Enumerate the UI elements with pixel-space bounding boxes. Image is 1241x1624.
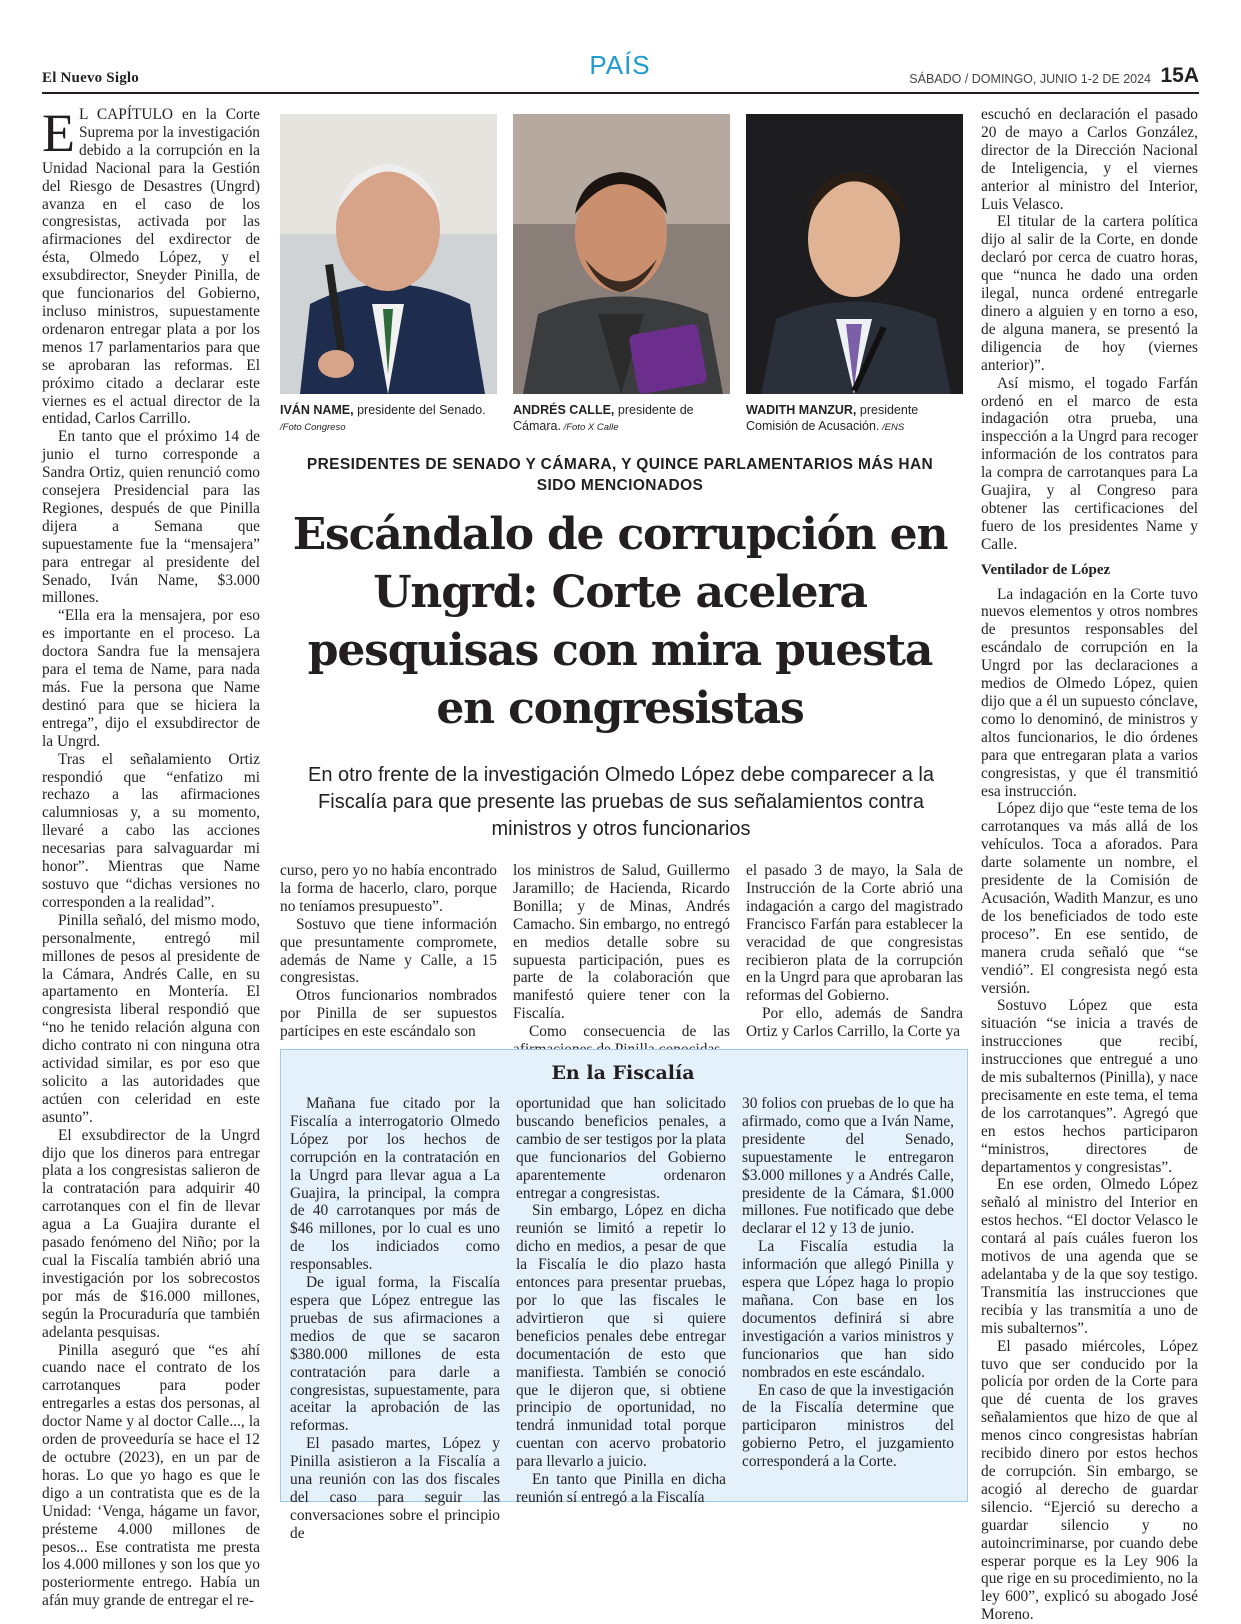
body-paragraph: La indagación en la Corte tuvo nuevos elementos y otros nombres de presuntos responsables del escándalo de corrupción en la Ungrd por las declaraciones a medios de Olmedo López, quien dijo que a él un supuesto cónclave, como lo denominó, de ministros y altos funcionarios, le dio órdenes para que entregaran plata a varios congresistas, y que él transmitió esa instrucción. xyxy=(981,585,1198,800)
body-paragraph: Otros funcionarios nombrados por Pinilla de ser supuestos partícipes en este escándalo son xyxy=(280,987,497,1041)
portrait-illustration xyxy=(746,114,963,394)
photo-credit: /Foto Congreso xyxy=(280,422,346,433)
photo-caption: ANDRÉS CALLE, presidente de Cámara. /Foto X Calle xyxy=(513,403,694,433)
body-paragraph: En tanto que Pinilla en dicha reunión sí entregó a la Fiscalía xyxy=(516,1471,726,1506)
body-paragraph: El titular de la cartera política dijo al salir de la Corte, en donde declaró por cerca de cuatro horas, que “nunca he dado una orden ilegal, nunca ordené entregarle dinero a alguien y en torno a eso, de alguna manera, se presentó la diligencia de hoy (viernes anterior)”. xyxy=(981,213,1198,374)
sidebar-column-2 xyxy=(516,1095,726,1506)
body-paragraph: El pasado miércoles, López tuvo que ser conducido por la policía por orden de la Corte para que dé cuenta de los graves señalamientos que hizo de que al menos cinco congresistas habrían recibido dinero por estos hechos de corrupción. Sin embargo, se acogió al derecho de guardar silencio. “Ejerció su derecho a guardar silencio y no autoincriminarse, por cuando debe esperar porque es la Ley 906 la que rige en su procedimiento, no la ley 600”, explicó su abogado José Moreno. xyxy=(981,1337,1198,1624)
masthead: El Nuevo Siglo xyxy=(42,70,139,86)
body-paragraph: 30 folios con pruebas de lo que ha afirmado, como que a Iván Name, presidente del Senado, supuestamente le entregaron $3.000 millones y a Andrés Calle, presidente de la Cámara, $1.000 millones. Fue notificado que debe declarar el 12 y 13 de junio. xyxy=(742,1095,954,1238)
body-paragraph: Mañana fue citado por la Fiscalía a interrogatorio Olmedo López por los hechos de corrupción en la contratación en la Ungrd para llevar agua a La Guajira, la principal, la compra de 40 carrotanques por más de $46 millones, por lo cual es uno de los indiciados como responsables. xyxy=(290,1095,500,1274)
headline: Escándalo de corrupción en Ungrd: Corte acelera pesquisas con mira puesta en congresistas xyxy=(292,509,948,734)
body-paragraph: El pasado martes, López y Pinilla asistieron a la Fiscalía a una reunión con las dos fiscales del caso para seguir las conversaciones sobre el principio de xyxy=(290,1435,500,1542)
body-paragraph: En caso de que la investigación de la Fiscalía determine que participaron ministros del gobierno Petro, el juzgamiento corresponderá a la Corte. xyxy=(742,1381,954,1471)
photo-credit: /ENS xyxy=(879,422,905,433)
body-paragraph: Tras el señalamiento Ortiz respondió que “enfatizo mi rechazo a las afirmaciones calumniosas y, a su momento, llevaré a cabo las acciones necesarias para salvaguardar mi honor”. Mientras que Name sostuvo que “dichas versiones no corresponden a la realidad”. xyxy=(42,750,260,911)
body-paragraph: los ministros de Salud, Guillermo Jaramillo; de Hacienda, Ricardo Bonilla; y de Minas, Andrés Camacho. Sin embargo, no entregó en medios detalle sobre su supuesta participación, pues es parte de la colaboración que manifestó quiere tener con la Fiscalía. xyxy=(513,862,730,1023)
header-rule xyxy=(42,92,1199,94)
body-paragraph: escuchó en declaración el pasado 20 de mayo a Carlos González, director de la Dirección Nacional de Inteligencia, y el viernes anterior al ministro del Interior, Luis Velasco. xyxy=(981,106,1198,213)
body-paragraph: Como consecuencia de las xyxy=(529,1023,730,1041)
photo-caption: WADITH MANZUR, presidente Comisión de Acusación. /ENS xyxy=(746,403,919,433)
body-paragraph: La Fiscalía estudia la información que allegó Pinilla y espera que López haga lo propio mañana. Con base en los documentos definirá si abre investigación a varios ministros y funcionarios que han sido nombrados en este escándalo. xyxy=(742,1238,954,1381)
photo-credit: /Foto X Calle xyxy=(560,422,619,433)
body-paragraph: el pasado 3 de mayo, la Sala de Instrucción de la Corte abrió una indagación a cargo del magistrado Francisco Farfán para establecer la veracidad de que congresistas recibieron plata de la corrupción en la Ungrd para que aprobaran las reformas del Gobierno. xyxy=(746,862,963,1005)
body-paragraph: Sostuvo López que esta situación “se inicia a través de instrucciones que recibí, instrucciones que entregué a uno de mis subalternos (Pinilla), y nace precisamente en este tema, el tema de los carrotanques”. Agregó que en estos hechos participaron “ministros, directores de departamentos y congresistas”. xyxy=(981,997,1198,1176)
section-title: PAÍS xyxy=(589,50,651,80)
sidebar-column-3 xyxy=(742,1095,954,1495)
right-column xyxy=(981,106,1198,1624)
body-paragraph: Pinilla señaló, del mismo modo, personalmente, entregó mil millones de pesos al presidente de la Cámara, Andrés Calle, en su apartamento en Montería. El congresista liberal respondió que “no he tenido relación alguna con dicho contrato ni con ninguna otra actividad similar, es por eso que solicito a las autoridades que actúen con celeridad en este asunto”. xyxy=(42,911,260,1126)
body-paragraph: oportunidad que han solicitado buscando beneficios penales, a cambio de ser testigos por la plata que funcionarios del Gobierno aparentemente ordenaron entregar a congresistas. xyxy=(516,1095,726,1202)
subheading: Ventilador de López xyxy=(981,561,1111,578)
body-paragraph: Así mismo, el togado Farfán ordenó en el marco de esta indagación otra prueba, una inspección a la Ungrd para recoger información de los contratos para la compra de carrotanques para La Guajira, y al Congreso para obtener las certificaciones del fuero de los presidentes Name y Calle. xyxy=(981,374,1198,553)
body-paragraph: López dijo que “este tema de los carrotanques va más allá de los vehículos. Toca a aforados. Para darte solamente un nombre, el presidente de la Comisión de Acusación, Wadith Manzur, es uno de los beneficiados de todo este proceso”. En ese sentido, de manera cruda señaló que “se vendió”. El congresista negó esta versión. xyxy=(981,800,1198,997)
left-column xyxy=(42,103,260,1610)
middle-column-3 xyxy=(746,862,963,1042)
body-paragraph: curso, pero yo no había encontrado la forma de hacerlo, claro, porque no teníamos presupuesto”. xyxy=(280,862,497,915)
body-paragraph: De igual forma, la Fiscalía espera que López entregue las pruebas de sus afirmaciones a medios de que se sacaron $380.000 millones de esta contratación para darle a congresistas, supuestamente, para aceitar la aprobación de las reformas. xyxy=(290,1274,500,1435)
body-paragraph: “Ella era la mensajera, por eso es importante en el proceso. La doctora Sandra fue la mensajera para el tema de Name, para nada más. Fue la persona que Name destinó para que se hiciera la entrega”, dijo el exsubdirector de la Ungrd. xyxy=(42,607,260,750)
middle-column-1 xyxy=(280,862,497,1042)
photo-andres-calle xyxy=(513,114,730,394)
body-paragraph: En ese orden, Olmedo López señaló al ministro del Interior en estos hechos. “El doctor Velasco le contará al país cuáles fueron los motivos de una agenda que se adelantaba y de la que soy testigo. Transmitía las instrucciones que recibía y las transmitía a uno de mis subalternos”. xyxy=(981,1176,1198,1337)
page-number: 15A xyxy=(1160,64,1199,87)
issue-date: SÁBADO / DOMINGO, JUNIO 1-2 DE 2024 xyxy=(909,72,1151,86)
lead-paragraph: E L CAPÍTULO en la Corte Suprema por la investigación debido a la corrupción en la Unidad Nacional para la Gestión del Riesgo de Desastres (Ungrd) avanza en el caso de los congresistas, activada por las afirmaciones del exdirector de ésta, Olmedo López, y el exsubdirector, Sneyder Pinilla, de que funcionarios del Gobierno, incluso ministros, supuestamente ordenaron entregar plata a por los menos 17 parlamentarios para que se aprobaran las reformas. El próximo citado a declarar este viernes es el actual director de la entidad, Carlos Carrillo. xyxy=(42,103,260,428)
sidebar-title: En la Fiscalía xyxy=(551,1062,695,1084)
body-paragraph: Pinilla aseguró que “es ahí cuando nace el contrato de los carrotanques para poder entregarles a estas dos personas, al doctor Name y al doctor Calle..., la orden de proveeduría se hace el 12 de octubre (2023), en un par de horas. Lo que yo hago es que le digo a un contratista que es de la Unidad: ‘Venga, hágame un favor, présteme 4.000 millones de pesos... Ese contratista me presta los 4.000 millones y son los que yo posteriormente entrego. Había un afán muy grande de entregar el re- xyxy=(42,1341,260,1610)
photo-wadith-manzur xyxy=(746,114,963,394)
photo-caption: IVÁN NAME, presidente del Senado. /Foto Congreso xyxy=(280,403,486,433)
body-paragraph: El exsubdirector de la Ungrd dijo que los dineros para entregar plata a los congresistas salieron de la contratación para adquirir 40 carrotanques con el fin de llevar agua a La Guajira durante el pasado fenómeno del Niño; por la cual la Fiscalía también abrió una investigación por los sobrecostos por más de $16.000 millones, según la Procuraduría que también adelanta pesquisas. xyxy=(42,1126,260,1341)
body-paragraph: Sostuvo que tiene información que presuntamente compromete, además de Name y Calle, a 15 congresistas. xyxy=(280,915,497,987)
drop-cap: E xyxy=(42,103,75,163)
portrait-illustration xyxy=(280,114,497,394)
deck: En otro frente de la investigación Olmedo López debe comparecer a la Fiscalía para que presente las pruebas de sus señalamientos contra ministros y otros funcionarios xyxy=(308,764,934,840)
body-paragraph: En tanto que el próximo 14 de junio el turno corresponde a Sandra Ortiz, quien renunció como consejera Presidencial para las Regiones, después de que Pinilla dijera a Semana que supuestamente fue la “mensajera” para entregar al presidente del Senado, Iván Name, $3.000 millones. xyxy=(42,428,260,607)
kicker: PRESIDENTES DE SENADO Y CÁMARA, Y QUINCE PARLAMENTARIOS MÁS HAN SIDO MENCIONADOS xyxy=(306,456,934,494)
middle-column-2 xyxy=(513,862,730,1042)
sidebar-column-1 xyxy=(290,1095,500,1542)
body-paragraph: Sin embargo, López en dicha reunión se limitó a repetir lo dicho en medios, a pesar de que la Fiscalía le dio plazo hasta entonces para presentar pruebas, por lo que las fiscales le advirtieron que si quiere beneficios penales debe entregar documentación de esto que manifiesta. También se conoció que le dijeron que, si obtiene principio de oportunidad, no tendrá inmunidad total porque cuentan con acervo probatorio para llevarlo a juicio. xyxy=(516,1202,726,1471)
portrait-illustration xyxy=(513,114,730,394)
photo-ivan-name xyxy=(280,114,497,394)
body-paragraph: Por ello, además de Sandra Ortiz y Carlos Carrillo, la Corte ya xyxy=(746,1005,963,1041)
